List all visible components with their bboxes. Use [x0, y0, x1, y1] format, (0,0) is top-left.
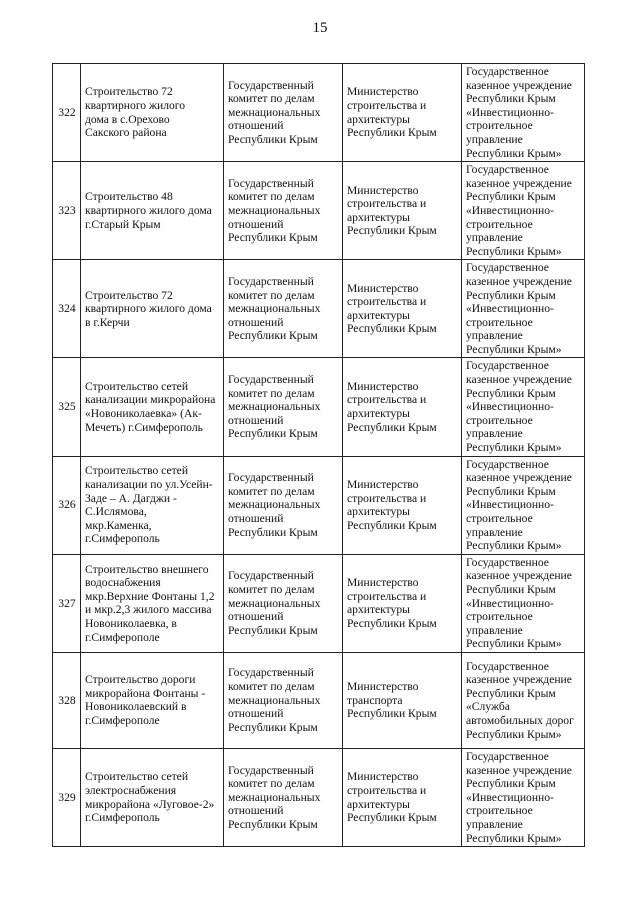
customer-cell: Государственный комитет по делам межнациональных отношений Республики Крым	[224, 554, 343, 652]
table-row	[53, 748, 585, 846]
ministry-cell: Министерство строительства и архитектуры Республики Крым	[343, 64, 462, 162]
objects-table	[52, 63, 585, 847]
table-row	[53, 64, 585, 162]
object-name-cell: Строительство 72 квартирного жилого дома в с.Орехово Сакского района	[81, 64, 224, 162]
object-name-cell: Строительство сетей электроснабжения микрорайона «Луговое-2» г.Симферополь	[81, 748, 224, 846]
ministry-cell: Министерство строительства и архитектуры Республики Крым	[343, 456, 462, 554]
customer-cell: Государственный комитет по делам межнациональных отношений Республики Крым	[224, 456, 343, 554]
page-number: 15	[312, 20, 328, 36]
ministry-cell: Министерство строительства и архитектуры Республики Крым	[343, 748, 462, 846]
table-row	[53, 652, 585, 748]
object-name-cell: Строительство внешнего водоснабжения мкр.Верхние Фонтаны 1,2 и мкр.2,3 жилого массива Новониколаевка, в г.Симферополе	[81, 554, 224, 652]
customer-cell: Государственный комитет по делам межнациональных отношений Республики Крым	[224, 64, 343, 162]
row-number: 327	[53, 554, 81, 652]
customer-cell: Государственный комитет по делам межнациональных отношений Республики Крым	[224, 652, 343, 748]
executor-cell: Государственное казенное учреждение Республики Крым «Инвестиционно- строительное управление Республики Крым»	[462, 162, 585, 260]
table-row	[53, 456, 585, 554]
row-number: 322	[53, 64, 81, 162]
table-row	[53, 358, 585, 456]
executor-cell: Государственное казенное учреждение Республики Крым «Служба автомобильных дорог Республики Крым»	[462, 652, 585, 748]
executor-cell: Государственное казенное учреждение Республики Крым «Инвестиционно- строительное управление Республики Крым»	[462, 554, 585, 652]
object-name-cell: Строительство дороги микрорайона Фонтаны - Новониколаевский в г.Симферополе	[81, 652, 224, 748]
ministry-cell: Министерство строительства и архитектуры Республики Крым	[343, 358, 462, 456]
table-row	[53, 162, 585, 260]
ministry-cell: Министерство строительства и архитектуры Республики Крым	[343, 162, 462, 260]
object-name-cell: Строительство 72 квартирного жилого дома в г.Керчи	[81, 260, 224, 358]
object-name-cell: Строительство сетей канализации по ул.Усейн- Заде – А. Дагджи - С.Ислямова, мкр.Каменка, г.Симферополь	[81, 456, 224, 554]
row-number: 329	[53, 748, 81, 846]
customer-cell: Государственный комитет по делам межнациональных отношений Республики Крым	[224, 162, 343, 260]
object-name-cell: Строительство сетей канализации микрорайона «Новониколаевка» (Ак- Мечеть) г.Симферополь	[81, 358, 224, 456]
ministry-cell: Министерство строительства и архитектуры Республики Крым	[343, 554, 462, 652]
executor-cell: Государственное казенное учреждение Республики Крым «Инвестиционно- строительное управление Республики Крым»	[462, 260, 585, 358]
row-number: 328	[53, 652, 81, 748]
ministry-cell: Министерство транспорта Республики Крым	[343, 652, 462, 748]
row-number: 326	[53, 456, 81, 554]
ministry-cell: Министерство строительства и архитектуры Республики Крым	[343, 260, 462, 358]
table-row	[53, 554, 585, 652]
customer-cell: Государственный комитет по делам межнациональных отношений Республики Крым	[224, 358, 343, 456]
executor-cell: Государственное казенное учреждение Республики Крым «Инвестиционно- строительное управление Республики Крым»	[462, 64, 585, 162]
row-number: 323	[53, 162, 81, 260]
table-row	[53, 260, 585, 358]
customer-cell: Государственный комитет по делам межнациональных отношений Республики Крым	[224, 748, 343, 846]
customer-cell: Государственный комитет по делам межнациональных отношений Республики Крым	[224, 260, 343, 358]
row-number: 325	[53, 358, 81, 456]
row-number: 324	[53, 260, 81, 358]
executor-cell: Государственное казенное учреждение Республики Крым «Инвестиционно- строительное управление Республики Крым»	[462, 456, 585, 554]
executor-cell: Государственное казенное учреждение Республики Крым «Инвестиционно- строительное управление Республики Крым»	[462, 748, 585, 846]
object-name-cell: Строительство 48 квартирного жилого дома г.Старый Крым	[81, 162, 224, 260]
executor-cell: Государственное казенное учреждение Республики Крым «Инвестиционно- строительное управление Республики Крым»	[462, 358, 585, 456]
